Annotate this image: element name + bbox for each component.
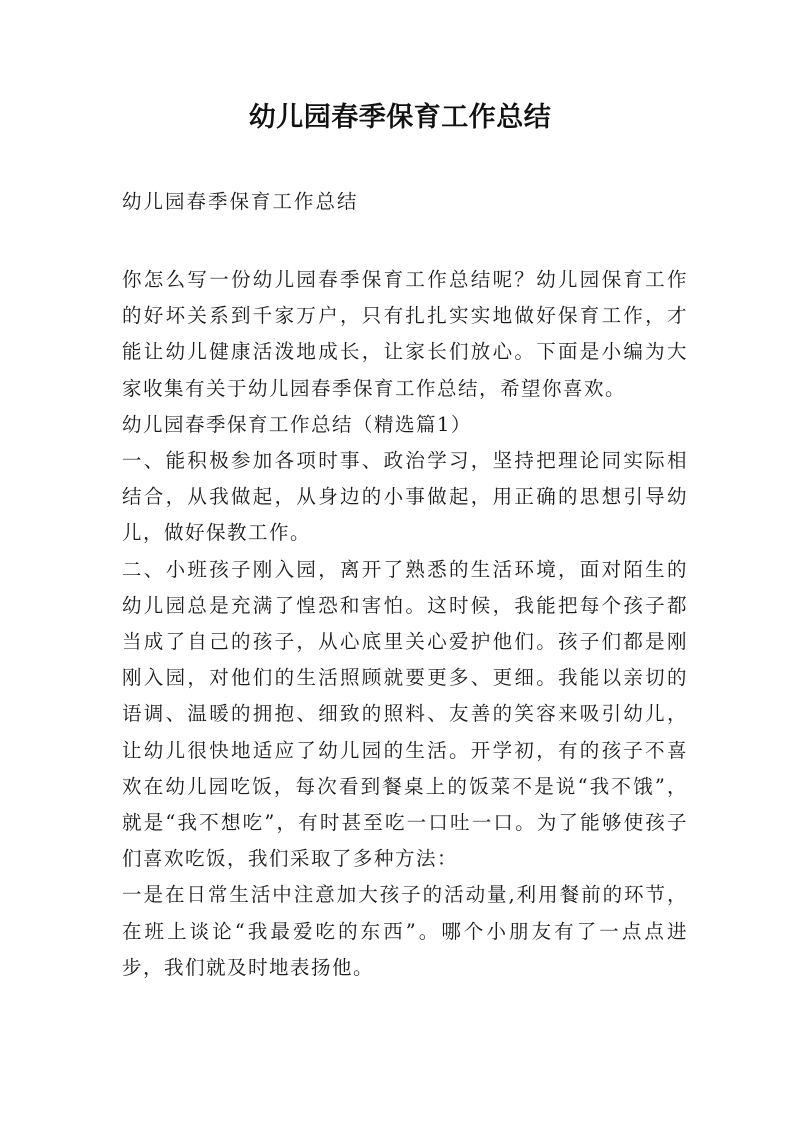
intro-paragraph: 你怎么写一份幼儿园春季保育工作总结呢？幼儿园保育工作的好坏关系到千家万户，只有扎扎实实地做好保育工作，才能让幼儿健康活泼地成长，让家长们放心。下面是小编为大家收集有关于幼儿园春季保育工作总结，希望你喜欢。: [122, 268, 688, 400]
body-paragraph: 二、小班孩子刚入园，离开了熟悉的生活环境，面对陌生的幼儿园总是充满了惶恐和害怕。这时候，我能把每个孩子都当成了自己的孩子，从心底里关心爱护他们。孩子们都是刚刚入园，对他们的生活照顾就要更多、更细。我能以亲切的语调、温暖的拥抱、细致的照料、友善的笑容来吸引幼儿，让幼儿很快地适应了幼儿园的生活。开学初，有的孩子不喜欢在幼儿园吃饭，每次看到餐桌上的饭菜不是说“我不饿”，就是“我不想吃”，有时甚至吃一口吐一口。为了能够使孩子们喜欢吃饭，我们采取了多种方法：: [122, 557, 688, 871]
section-heading: 幼儿园春季保育工作总结（精选篇1）: [122, 412, 472, 436]
document-title: 幼儿园春季保育工作总结: [248, 102, 552, 133]
body-paragraph: 一、能积极参加各项时事、政治学习，坚持把理论同实际相结合，从我做起，从身边的小事做起，用正确的思想引导幼儿，做好保教工作。: [122, 449, 688, 545]
document-body: [122, 262, 688, 986]
document-subtitle: 幼儿园春季保育工作总结: [122, 190, 359, 213]
body-paragraph: 一是在日常生活中注意加大孩子的活动量,利用餐前的环节，在班上谈论“我最爱吃的东西”。哪个小朋友有了一点点进步，我们就及时地表扬他。: [122, 883, 688, 979]
